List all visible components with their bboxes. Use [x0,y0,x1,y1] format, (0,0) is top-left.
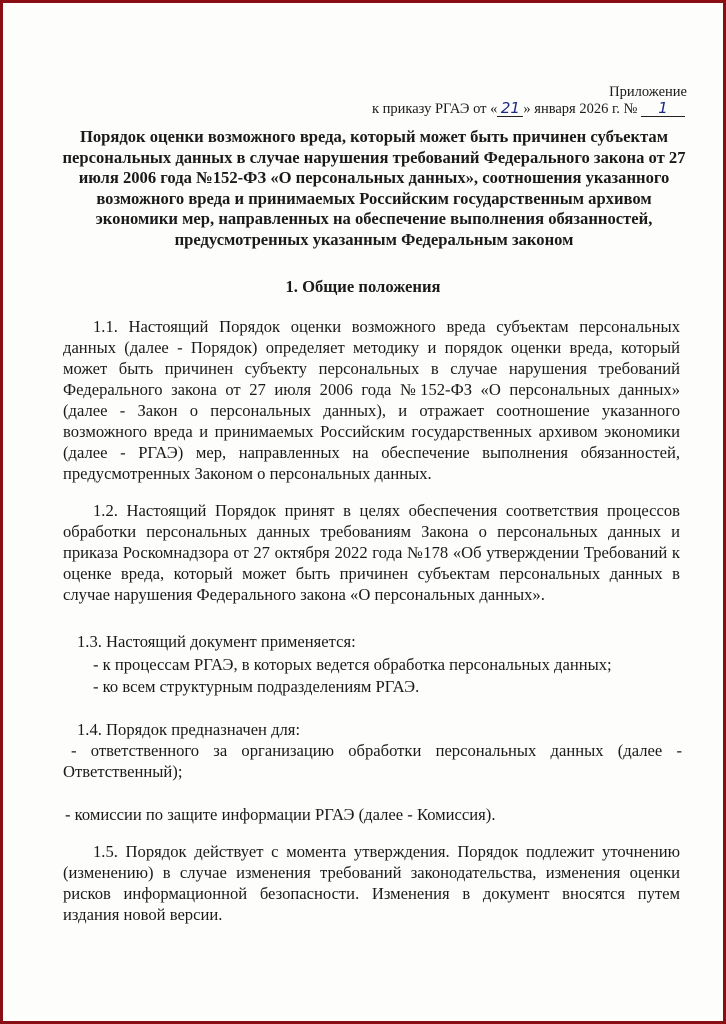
section-heading: 1. Общие положения [285,277,441,296]
list-item-responsible: - ответственного за организацию обработки персональных данных (далее - Ответственный); [63,741,682,781]
order-month-year: » января 2026 г. № [523,101,638,117]
document-title: Порядок оценки возможного вреда, который может быть причинен субъектам персональных данных в случае нарушения требований Федерального закона от 27 июля 2006 года №152-ФЗ «О персональных данных», соотношения указанного возможного вреда и принимаемых Российским государственным архивом экономики мер, направленных на обеспечение выполнения обязанностей, предусмотренных указанным Федеральным законом [62,127,686,249]
appendix-label: Приложение [609,84,687,100]
appendix-header [372,84,687,117]
paragraph-1-5: 1.5. Порядок действует с момента утверждения. Порядок подлежит уточнению (изменению) в случае изменения требований законодательства, изменения оценки рисков информационной безопасности. Изменения в документ вносятся путем издания новой версии. [63,842,680,924]
order-number-handwritten: 1 [641,100,685,117]
paragraph-1-4: 1.4. Порядок предназначен для: [77,720,301,739]
order-prefix: к приказу РГАЭ от « [371,101,498,117]
paragraph-1-1: 1.1. Настоящий Порядок оценки возможного вреда субъектам персональных данных (далее - Порядок) определяет методику и порядок оценки вреда, который может быть причинен субъекту персональных в случае нарушения требований Федерального закона от 27 июля 2006 года №152-ФЗ «О персональных данных» (далее - Закон о персональных данных), и отражает соотношение указанного возможного вреда и принимаемых Российским государственных архивом экономики (далее - РГАЭ) мер, направленных на обеспечение выполнения обязанностей, предусмотренных Законом о персональных данных. [63,317,680,483]
order-reference [372,100,685,117]
paragraph-1-2: 1.2. Настоящий Порядок принят в целях обеспечения соответствия процессов обработки персональных данных требованиям Закона о персональных данных и приказа Роскомнадзора от 27 октября 2022 года №178 «Об утверждении Требований к оценке вреда, который может быть причинен субъектам персональных данных в случае нарушения Федерального закона «О персональных данных». [63,501,680,604]
order-day-handwritten: 21 [497,100,523,117]
list-item-commission: - комиссии по защите информации РГАЭ (далее - Комиссия). [65,805,496,824]
list-item-processes: - к процессам РГАЭ, в которых ведется обработка персональных данных; [93,655,612,674]
paragraph-1-3: 1.3. Настоящий документ применяется: [77,632,356,651]
list-item-departments: - ко всем структурным подразделениям РГАЭ. [93,677,420,696]
